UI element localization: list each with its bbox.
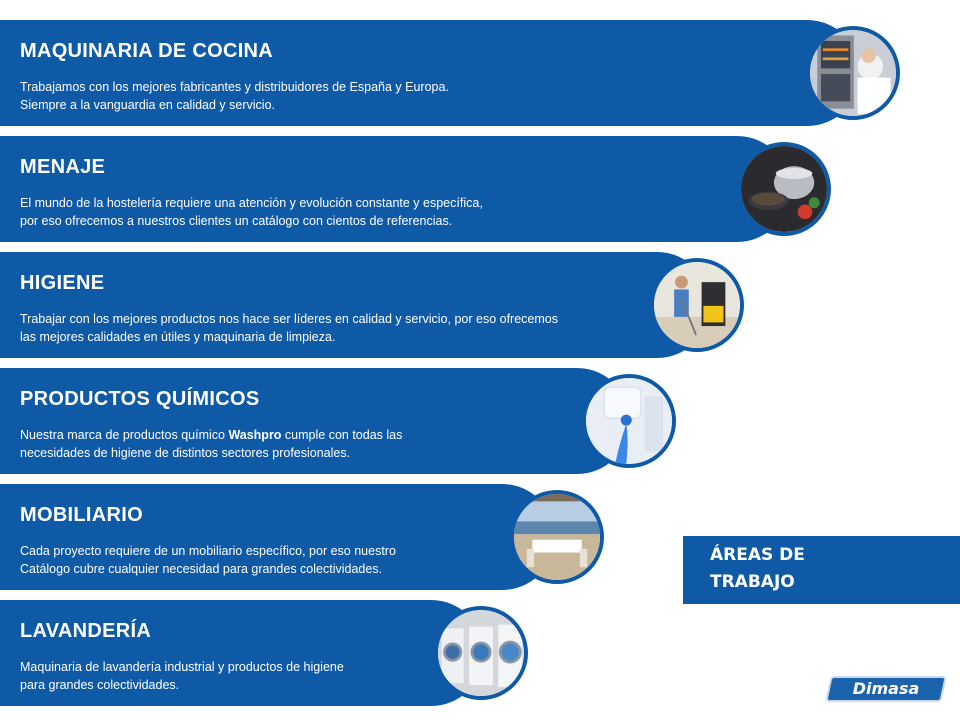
section-title: MENAJE [20,156,106,178]
section-description-line: Trabajamos con los mejores fabricantes y distribuidores de España y Europa. [20,80,449,94]
section-description [20,310,558,346]
tag-line: TRABAJO [710,572,795,592]
section-title: PRODUCTOS QUÍMICOS [20,388,260,410]
section-productos-quimicos [0,368,630,474]
section-title: LAVANDERÍA [20,620,152,642]
cookware-photo [737,142,831,236]
chemical-products-photo [582,374,676,468]
section-description-line: las mejores calidades en útiles y maquinaria de limpieza. [20,330,336,344]
section-title: MOBILIARIO [20,504,143,526]
section-description-line: Maquinaria de lavandería industrial y productos de higiene [20,660,344,674]
section-description-line: necesidades de higiene de distintos sectores profesionales. [20,446,351,460]
section-description-line: cumple con todas las [281,428,403,442]
section-description-line: El mundo de la hostelería requiere una atención y evolución constante y específica, [20,196,483,210]
logo-text: Dimasa [852,679,920,698]
section-description [20,78,449,114]
section-description-line: Siempre a la vanguardia en calidad y servicio. [20,98,275,112]
section-menaje [0,136,790,242]
brand-name-washpro: Washpro [228,428,282,442]
kitchen-machinery-photo [806,26,900,120]
section-description-line: Trabajar con los mejores productos nos hace ser líderes en calidad y servicio, por eso ofrecemos [20,312,558,326]
section-description [20,658,344,694]
section-description-line: Catálogo cubre cualquier necesidad para grandes colectividades. [20,562,383,576]
section-higiene [0,252,710,358]
dimasa-logo [825,676,947,702]
section-title: HIGIENE [20,272,105,294]
section-maquinaria-de-cocina [0,20,860,126]
section-title: MAQUINARIA DE COCINA [20,40,274,62]
furniture-photo [510,490,604,584]
section-mobiliario [0,484,555,590]
section-description [20,426,402,462]
section-description-line: Nuestra marca de productos químico [20,428,229,442]
section-description-line: por eso ofrecemos a nuestros clientes un catálogo con cientos de referencias. [20,214,453,228]
section-description-line: para grandes colectividades. [20,678,180,692]
cleaning-photo [650,258,744,352]
section-description [20,542,396,578]
areas-de-trabajo-label [683,536,960,604]
section-description [20,194,483,230]
tag-line: ÁREAS DE [710,545,805,565]
section-lavanderia [0,600,484,706]
laundry-photo [434,606,528,700]
section-description-line: Cada proyecto requiere de un mobiliario específico, por eso nuestro [20,544,396,558]
